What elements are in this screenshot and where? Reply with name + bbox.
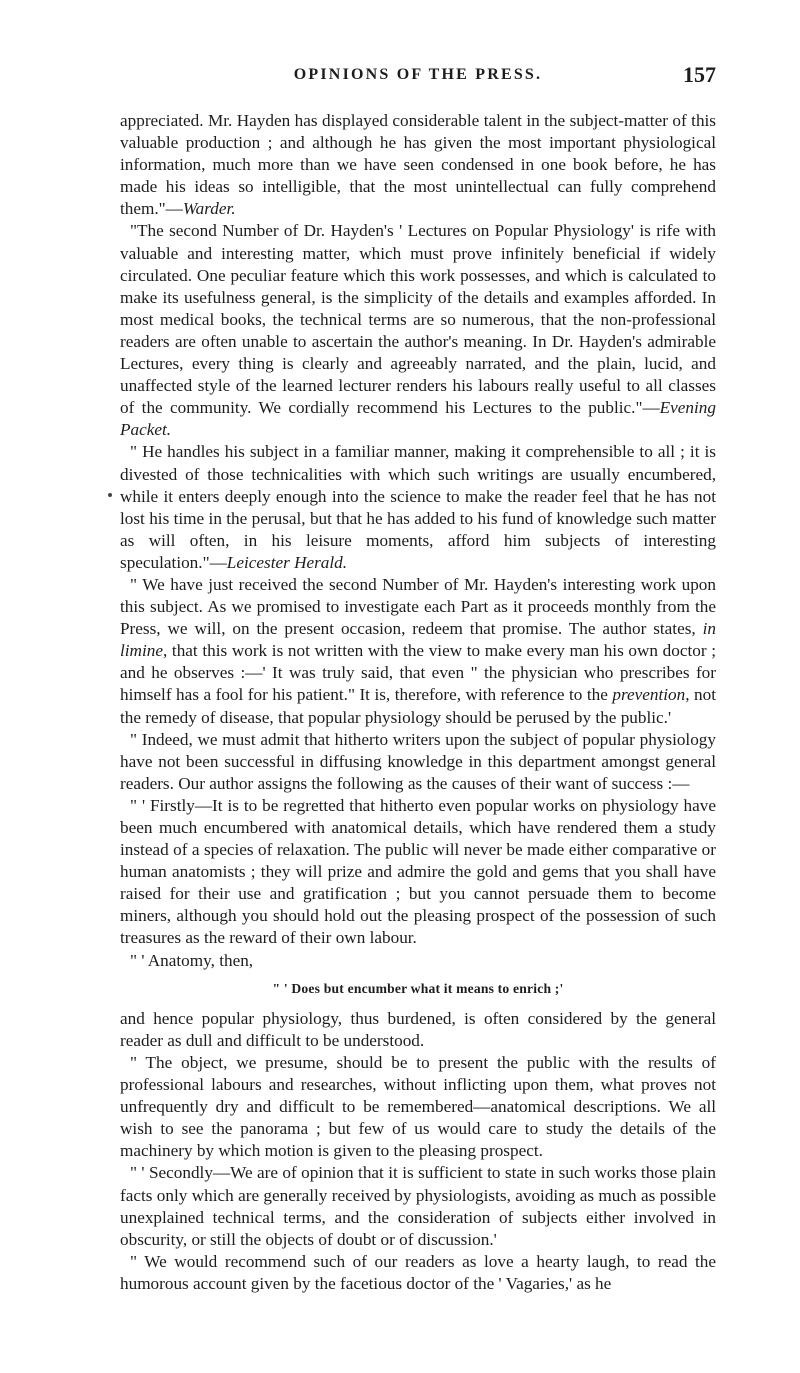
review-leicester-herald [120,441,716,574]
review-source: Leicester Herald. [226,552,348,572]
review-warder [120,110,716,220]
review-text: , that this work is not written with the view to make every man his own doctor ; and he observes :—' It was truly said, that even " the physician who prescribes for himself has a fool for his patient." It is, therefore, with reference to the [120,641,716,705]
review-source: Evening Packet. [120,398,716,440]
review-text: " He handles his subject in a familiar manner, making it comprehensible to all ; it is divested of those technicalities with which such writings are usually encumbered, while it enters deeply enough into the science to make the reader feel that he has not lost his time in the perusal, but that he has added to his fund of knowledge such matter as will often, in his leisure moments, afford him subjects of interesting speculation."— [120,442,716,572]
review-text: appreciated. Mr. Hayden has displayed considerable talent in the subject-matter of this valuable production ; and although he has given the most important physiological information, much more than we have seen condensed in one book before, he has made his ideas so intelligible, that the most unintellectual can fully comprehend them."— [120,111,716,219]
review-source: Warder. [182,199,236,219]
review-paragraph: and hence popular physiology, thus burdened, is often considered by the general reader as dull and difficult to be understood. [120,1008,716,1050]
latin-phrase: in limine [120,619,716,661]
review-paragraph: " The object, we presume, should be to present the public with the results of professional labours and researches, without inflicting upon them, what proves not unfrequently dry and difficult to be remembered—anatomical descriptions. We all wish to see the panorama ; but few of us would care to study the details of the machinery by which motion is given to the pleasing prospect. [120,1052,716,1161]
review-text: , not the remedy of disease, that popular physiology should be perused by the public.' [120,685,716,727]
page-number: 157 [683,62,716,87]
review-paragraph: " ' Firstly—It is to be regretted that hitherto even popular works on physiology have been much encumbered with anatomical details, which have rendered them a study instead of a species of relaxation. The public will never be made either comparative or human anatomists ; they will prize and admire the gold and gems that you shall have raised for their use and gratification ; but you cannot persuade them to become miners, although you should hold out the pleasing prospect of the possession of such treasures as the reward of their own labour. [120,795,716,948]
emphasis: prevention [612,685,686,705]
review-text: "The second Number of Dr. Hayden's ' Lectures on Popular Physiology' is rife with valuable and interesting matter, which must prove infinitely beneficial if widely circulated. One peculiar feature which this work possesses, and which is calculated to make its usefulness general, is the simplicity of the details and examples afforded. In most medical books, the technical terms are so numerous, that the non-professional readers are often unable to ascertain the author's meaning. In Dr. Hayden's admirable Lectures, every thing is clearly and agreeably narrated, and the plain, lucid, and unaffected style of the learned lecturer renders his labours really useful to all classes of the community. We cordially recommend his Lectures to the public."— [120,221,716,418]
page-header [120,62,716,92]
review-paragraph: " We would recommend such of our readers as love a hearty laugh, to read the humorous account given by the facetious doctor of the ' Vagaries,' as he [120,1251,716,1293]
verse-quote: " ' Does but encumber what it means to enrich ;' [272,980,564,996]
running-head: OPINIONS OF THE PRESS. [293,66,543,83]
review-evening-packet [120,220,716,441]
review-paragraph: " Indeed, we must admit that hitherto writers upon the subject of popular physiology have not been successful in diffusing knowledge in this department amongst general readers. Our author assigns the following as the causes of their want of success :— [120,729,716,793]
review-paragraph: " ' Anatomy, then, [130,950,254,970]
ink-mark [108,493,112,497]
review-paragraph: " ' Secondly—We are of opinion that it is sufficient to state in such works those plain facts only which are generally received by physiologists, avoiding as much as possible unexplained technical terms, and the consideration of subjects either involved in obscurity, or still the objects of doubt or of discussion.' [120,1163,716,1249]
page-body [120,110,716,1295]
review-paragraph [120,574,716,729]
review-text: " We have just received the second Number of Mr. Hayden's interesting work upon this subject. As we promised to investigate each Part as it proceeds monthly from the Press, we will, on the present occasion, redeem that promise. The author states, [120,574,716,639]
